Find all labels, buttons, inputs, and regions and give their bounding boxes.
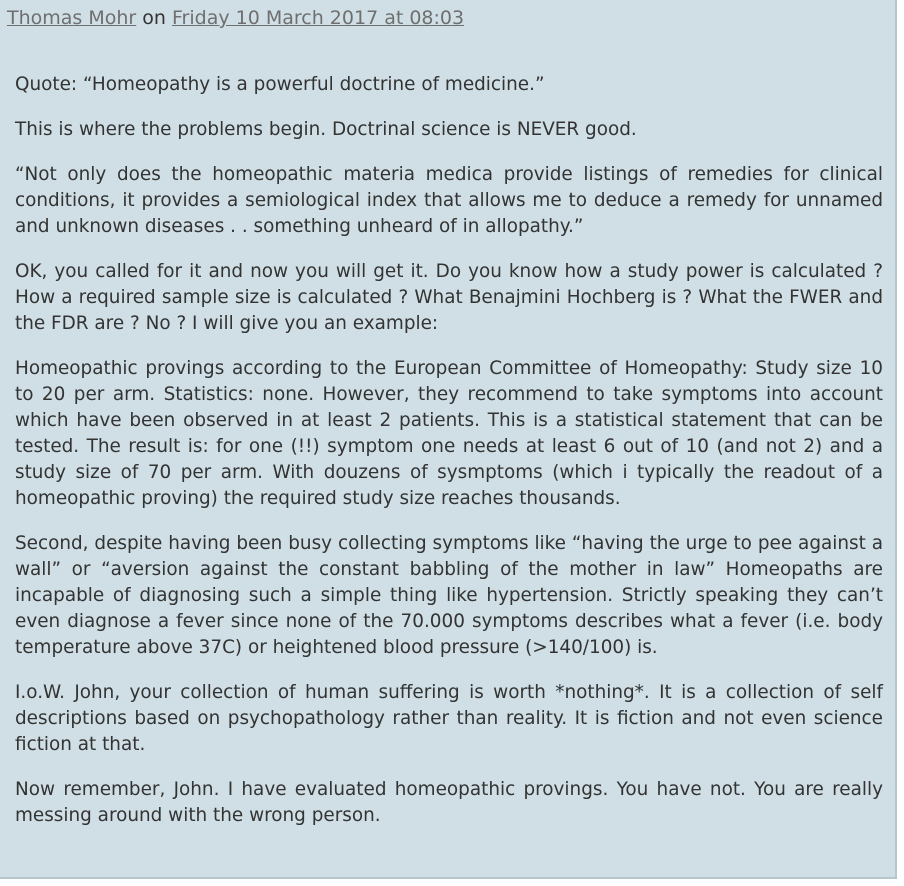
comment-paragraph: Now remember, John. I have evaluated homeopathic provings. You have not. You are really messing around with the wrong person. xyxy=(15,779,883,826)
comment-paragraph: “Not only does the homeopathic materia medica provide listings of remedies for clinical conditions, it provides a semiological index that allows me to deduce a remedy for unnamed and unknown diseases . . something unheard of in allopathy.” xyxy=(15,164,883,237)
comment-meta xyxy=(7,5,464,31)
comment-paragraph: Homeopathic provings according to the European Committee of Homeopathy: Study size 10 to 20 per arm. Statistics: none. However, they recommend to take symptoms into account which have been observed in at least 2 patients. This is a statistical statement that can be tested. The result is: for one (!!) symptom one needs at least 6 out of 10 (and not 2) and a study size of 70 per arm. With douzens of sysmptoms (which i typically the readout of a homeopathic proving) the required study size reaches thousands. xyxy=(15,358,883,509)
comment-paragraph: Quote: “Homeopathy is a powerful doctrine of medicine.” xyxy=(15,74,545,95)
comment-paragraph: Second, despite having been busy collecting symptoms like “having the urge to pee against a wall” or “aversion against the constant babbling of the mother in law” Homeopaths are incapable of diagnosing such a simple thing like hypertension. Strictly speaking they can’t even diagnose a fever since none of the 70.000 symptoms describes what a fever (i.e. body temperature above 37C) or heightened blood pressure (>140/100) is. xyxy=(15,533,883,658)
comment-paragraph: OK, you called for it and now you will get it. Do you know how a study power is calculated ? How a required sample size is calculated ? What Benajmini Hochberg is ? What the FWER and the FDR are ? No ? I will give you an example: xyxy=(15,261,883,334)
date-link[interactable]: Friday 10 March 2017 at 08:03 xyxy=(172,7,465,29)
comment-paragraph: This is where the problems begin. Doctrinal science is NEVER good. xyxy=(15,119,637,140)
on-word: on xyxy=(142,7,166,29)
comment-body xyxy=(15,72,883,848)
author-link[interactable]: Thomas Mohr xyxy=(7,7,137,29)
comment-paragraph: I.o.W. John, your collection of human suffering is worth *nothing*. It is a collection of self descriptions based on psychopathology rather than reality. It is fiction and not even science fiction at that. xyxy=(15,682,883,755)
